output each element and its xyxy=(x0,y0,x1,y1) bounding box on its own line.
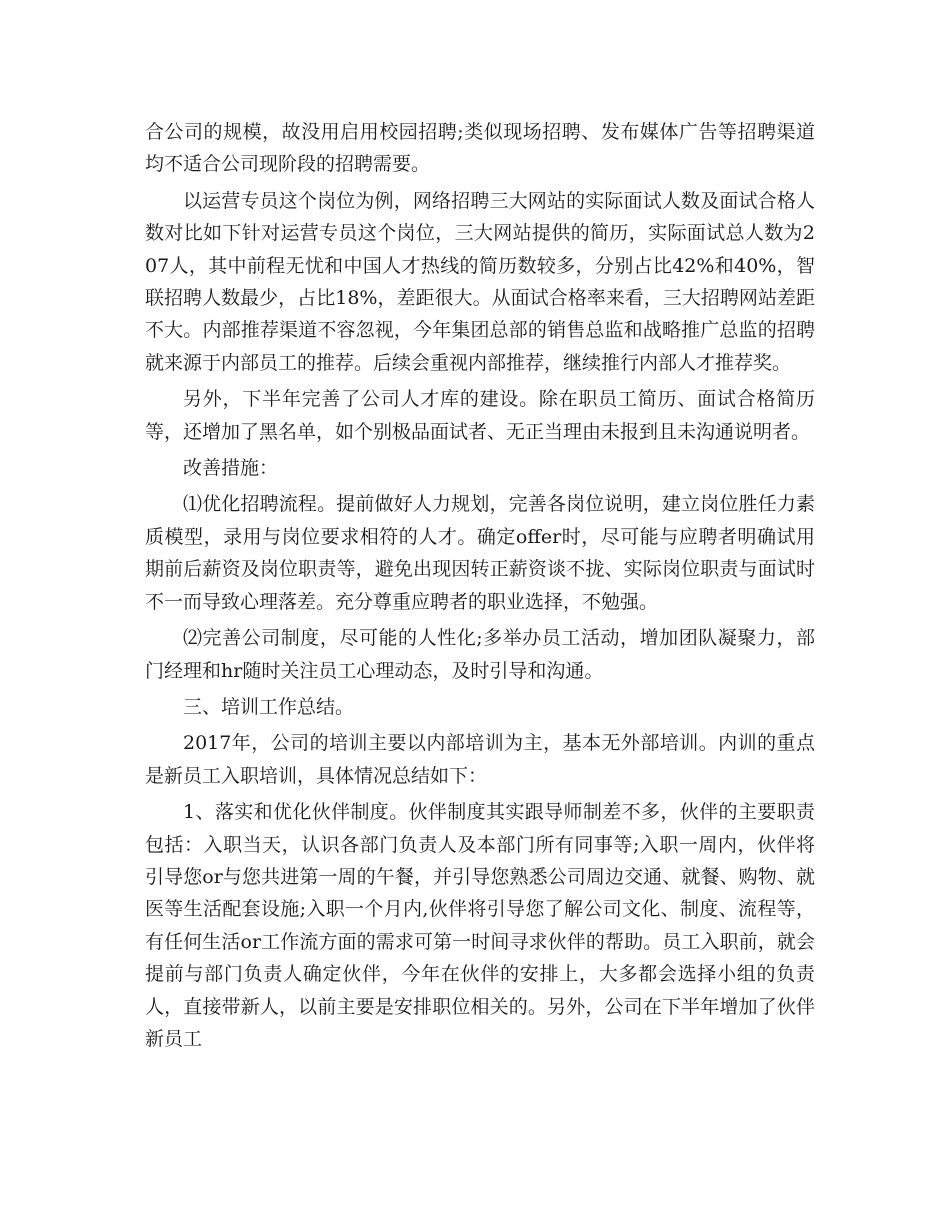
paragraph-buddy-system: 1、落实和优化伙伴制度。伙伴制度其实跟导师制差不多，伙伴的主要职责包括：入职当天，认识各部门负责人及本部门所有同事等;入职一周内，伙伴将引导您or与您共进第一周的午餐，并引导您熟悉公司周边交通、就餐、购物、就医等生活配套设施;入职一个月内,伙伴将引导您了解公司文化、制度、流程等，有任何生活or工作流方面的需求可第一时间寻求伙伴的帮助。员工入职前，就会提前与部门负责人确定伙伴，今年在伙伴的安排上，大多都会选择小组的负责人，直接带新人，以前主要是安排职位相关的。另外，公司在下半年增加了伙伴新员工 xyxy=(145,801,815,1050)
paragraph-measure-2: ⑵完善公司制度，尽可能的人性化;多举办员工活动，增加团队凝聚力，部门经理和hr随时关注员工心理动态，及时引导和沟通。 xyxy=(145,627,815,682)
paragraph-talent-pool: 另外，下半年完善了公司人才库的建设。除在职员工简历、面试合格简历等，还增加了黑名单，如个别极品面试者、无正当理由未报到且未沟通说明者。 xyxy=(145,388,815,443)
section-heading-training-summary: 三、培训工作总结。 xyxy=(183,695,355,718)
paragraph-continued-campus-recruitment: 合公司的规模，故没用启用校园招聘;类似现场招聘、发布媒体广告等招聘渠道均不适合公司现阶段的招聘需要。 xyxy=(145,121,815,176)
document-body xyxy=(145,116,815,1059)
paragraph-measure-1: ⑴优化招聘流程。提前做好人力规划，完善各岗位说明，建立岗位胜任力素质模型，录用与岗位要求相符的人才。确定offer时，尽可能与应聘者明确试用期前后薪资及岗位职责等，避免出现因转正薪资谈不拢、实际岗位职责与面试时不一而导致心理落差。充分尊重应聘者的职业选择，不勉强。 xyxy=(145,493,815,613)
paragraph-operations-specialist-example: 以运营专员这个岗位为例，网络招聘三大网站的实际面试人数及面试合格人数对比如下针对运营专员这个岗位，三大网站提供的简历，实际面试总人数为207人，其中前程无忧和中国人才热线的简历数较多，分别占比42%和40%，智联招聘人数最少，占比18%，差距很大。从面试合格率来看，三大招聘网站差距不大。内部推荐渠道不容忽视，今年集团总部的销售总监和战略推广总监的招聘就来源于内部员工的推荐。后续会重视内部推荐，继续推行内部人才推荐奖。 xyxy=(145,189,815,374)
paragraph-training-overview: 2017年，公司的培训主要以内部培训为主，基本无外部培训。内训的重点是新员工入职培训，具体情况总结如下： xyxy=(145,732,815,787)
paragraph-improvement-measures-heading: 改善措施： xyxy=(183,457,279,480)
